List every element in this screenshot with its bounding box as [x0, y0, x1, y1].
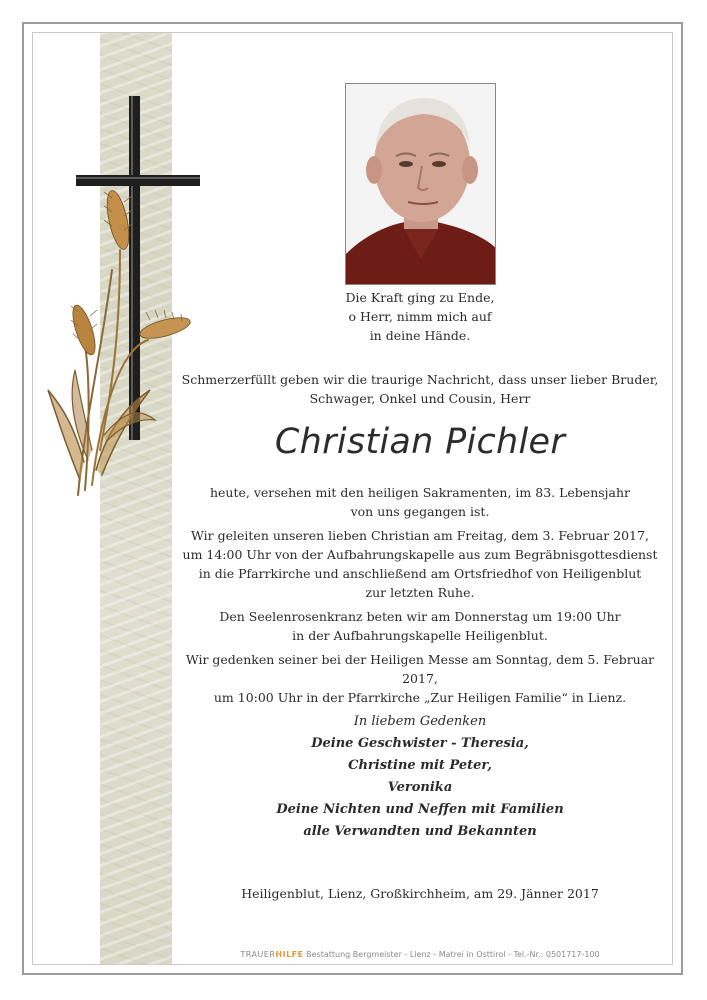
mourner-line: Christine mit Peter, — [348, 758, 492, 773]
announcement-intro — [180, 370, 660, 408]
brand-name-accent: HILFE — [275, 950, 304, 959]
footer-imprint — [180, 950, 660, 959]
paragraph-line: in die Pfarrkirche und anschließend am Ortsfriedhof von Heiligenblut — [198, 566, 642, 581]
intro-line: Schwager, Onkel und Cousin, Herr — [309, 391, 531, 406]
paragraph-line: heute, versehen mit den heiligen Sakramenten, im 83. Lebensjahr — [209, 485, 631, 500]
portrait-photo — [345, 83, 496, 285]
mourner-line: Deine Nichten und Neffen mit Familien — [276, 802, 564, 817]
death-notice-paragraph — [180, 483, 660, 521]
paragraph-line: zur letzten Ruhe. — [365, 585, 475, 600]
portrait-image — [346, 84, 496, 285]
motto-line: o Herr, nimm mich auf — [348, 309, 492, 324]
intro-line: Schmerzerfüllt geben wir die traurige Nachricht, dass unser lieber Bruder, — [181, 372, 659, 387]
motto-line: Die Kraft ging zu Ende, — [345, 290, 495, 305]
paragraph-line: von uns gegangen ist. — [350, 504, 490, 519]
memorial-mass-paragraph — [180, 650, 660, 707]
mourner-line: alle Verwandten und Bekannten — [303, 824, 537, 839]
mourning-lead: In liebem Gedenken — [353, 714, 487, 729]
rosary-paragraph — [180, 607, 660, 645]
paragraph-line: Wir geleiten unseren lieben Christian am Freitag, dem 3. Februar 2017, — [191, 528, 649, 543]
deceased-name: Christian Pichler — [274, 422, 566, 462]
mourner-line: Veronika — [387, 780, 453, 795]
paragraph-line: in der Aufbahrungskapelle Heiligenblut. — [292, 628, 548, 643]
paragraph-line: um 14:00 Uhr von der Aufbahrungskapelle aus zum Begräbnisgottesdienst — [182, 547, 658, 562]
mourner-line: Deine Geschwister - Theresia, — [311, 736, 529, 751]
place-date: Heiligenblut, Lienz, Großkirchheim, am 29. Jänner 2017 — [241, 886, 599, 901]
brand-name-part: TRAUER — [240, 950, 276, 959]
paragraph-line: Wir gedenken seiner bei der Heiligen Messe am Sonntag, dem 5. Februar 2017, — [185, 652, 655, 686]
motto — [270, 288, 570, 345]
funeral-paragraph — [180, 526, 660, 602]
mourners-block — [180, 711, 660, 843]
footer-text: Bestattung Bergmeister - Lienz - Matrei in Osttirol - Tel.-Nr.: 0501717-100 — [303, 950, 600, 959]
motto-line: in deine Hände. — [369, 328, 471, 343]
paragraph-line: Den Seelenrosenkranz beten wir am Donnerstag um 19:00 Uhr — [219, 609, 621, 624]
paragraph-line: um 10:00 Uhr in der Pfarrkirche „Zur Heiligen Familie“ in Lienz. — [213, 690, 627, 705]
